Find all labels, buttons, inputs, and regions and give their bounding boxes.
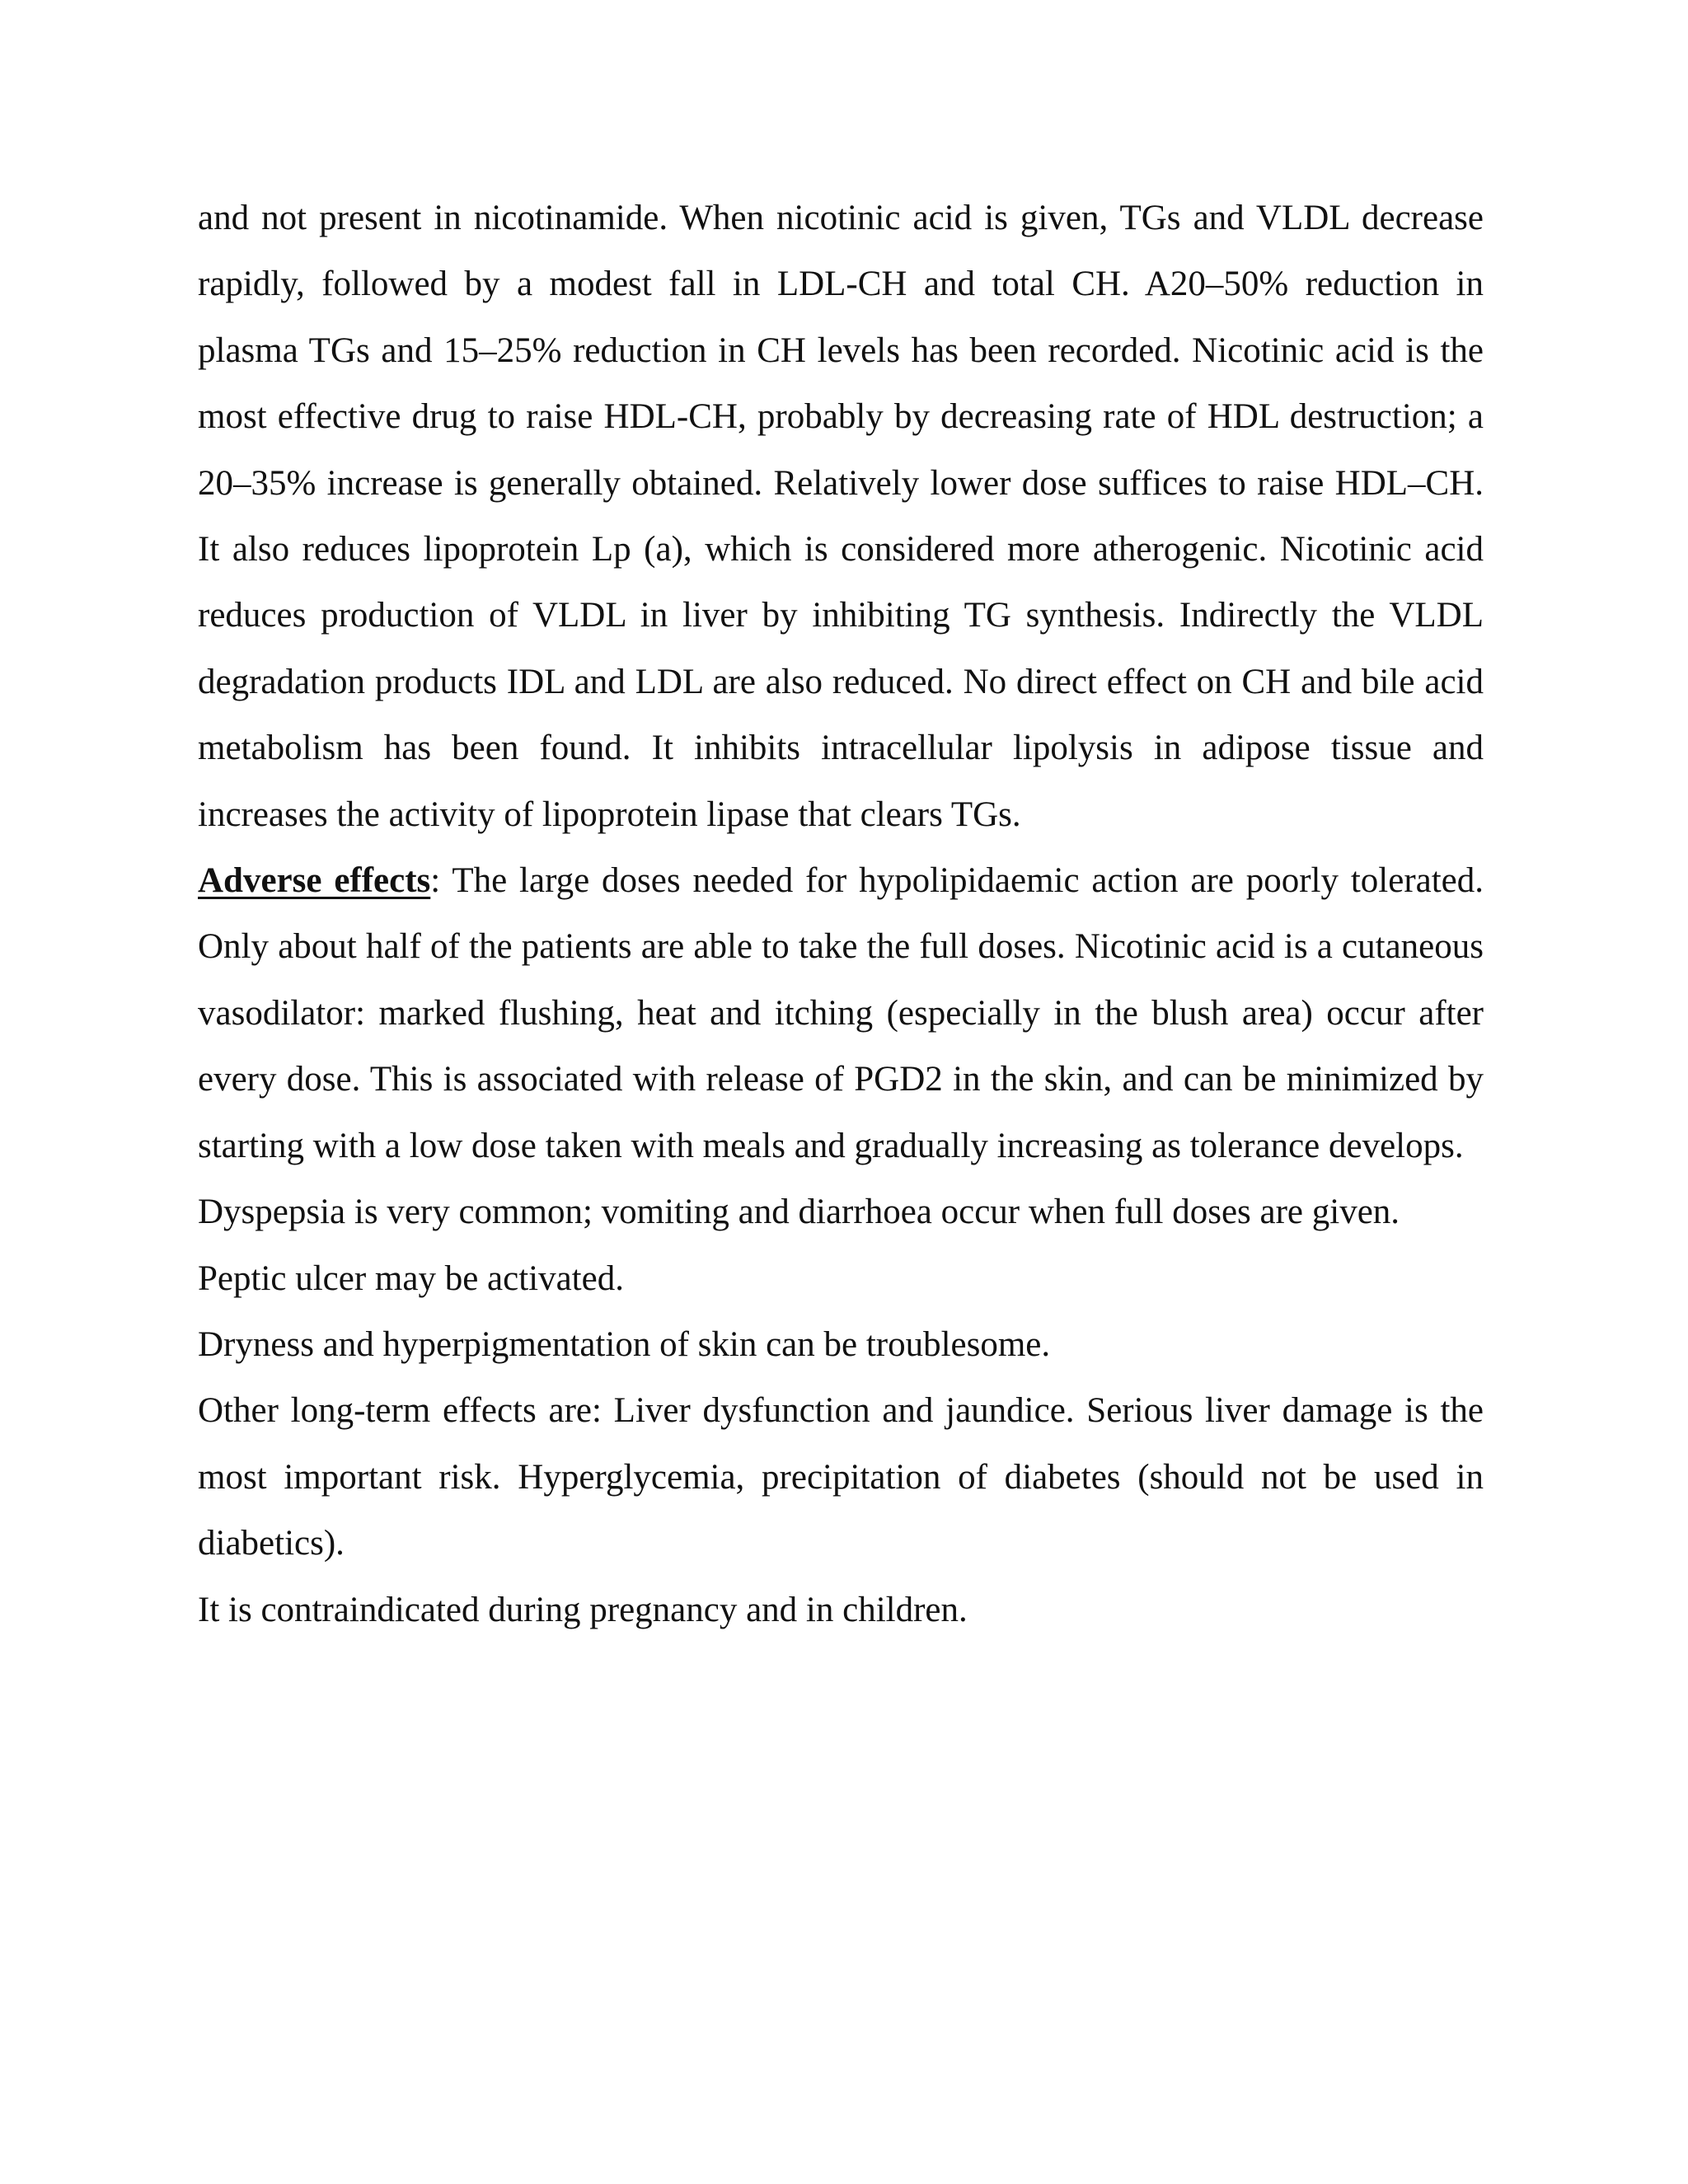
paragraph-contraindications: It is contraindicated during pregnancy and in children. xyxy=(198,1590,968,1629)
paragraph-dyspepsia: Dyspepsia is very common; vomiting and diarrhoea occur when full doses are given. xyxy=(198,1193,1400,1232)
paragraph-adverse-effects xyxy=(198,848,1484,1179)
paragraph-nicotinic-acid-action: and not present in nicotinamide. When nicotinic acid is given, TGs and VLDL decrease rapidly, followed by a modest fall in LDL-CH and total CH. A20–50% reduction in plasma TGs and 15–25% reduction in CH levels has been recorded. Nicotinic acid is the most effective drug to raise HDL-CH, probably by decreasing rate of HDL destruction; a 20–35% increase is generally obtained. Relatively lower dose suffices to raise HDL–CH. It also reduces lipoprotein Lp (a), which is considered more atherogenic. Nicotinic acid reduces production of VLDL in liver by inhibiting TG synthesis. Indirectly the VLDL degradation products IDL and LDL are also reduced. No direct effect on CH and bile acid metabolism has been found. It inhibits intracellular lipolysis in adipose tissue and increases the activity of lipoprotein lipase that clears TGs. xyxy=(198,199,1484,834)
adverse-effects-heading: Adverse effects xyxy=(198,861,431,901)
document-page xyxy=(198,185,1484,1643)
adverse-effects-text: The large doses needed for hypolipidaemic action are poorly tolerated. Only about half of the patients are able to take the full doses. Nicotinic acid is a cutaneous vasodilator: marked flushing, heat and itching (especially in the blush area) occur after every dose. This is associated with release of PGD2 in the skin, and can be minimized by starting with a low dose taken with meals and gradually increasing as tolerance develops. xyxy=(198,861,1484,1165)
adverse-effects-colon: : xyxy=(430,861,441,901)
paragraph-dryness: Dryness and hyperpigmentation of skin can be troublesome. xyxy=(198,1324,1051,1364)
paragraph-long-term-effects: Other long-term effects are: Liver dysfunction and jaundice. Serious liver damage is the most important risk. Hyperglycemia, precipitation of diabetes (should not be used in diabetics). xyxy=(198,1391,1484,1563)
paragraph-peptic-ulcer: Peptic ulcer may be activated. xyxy=(198,1258,624,1298)
